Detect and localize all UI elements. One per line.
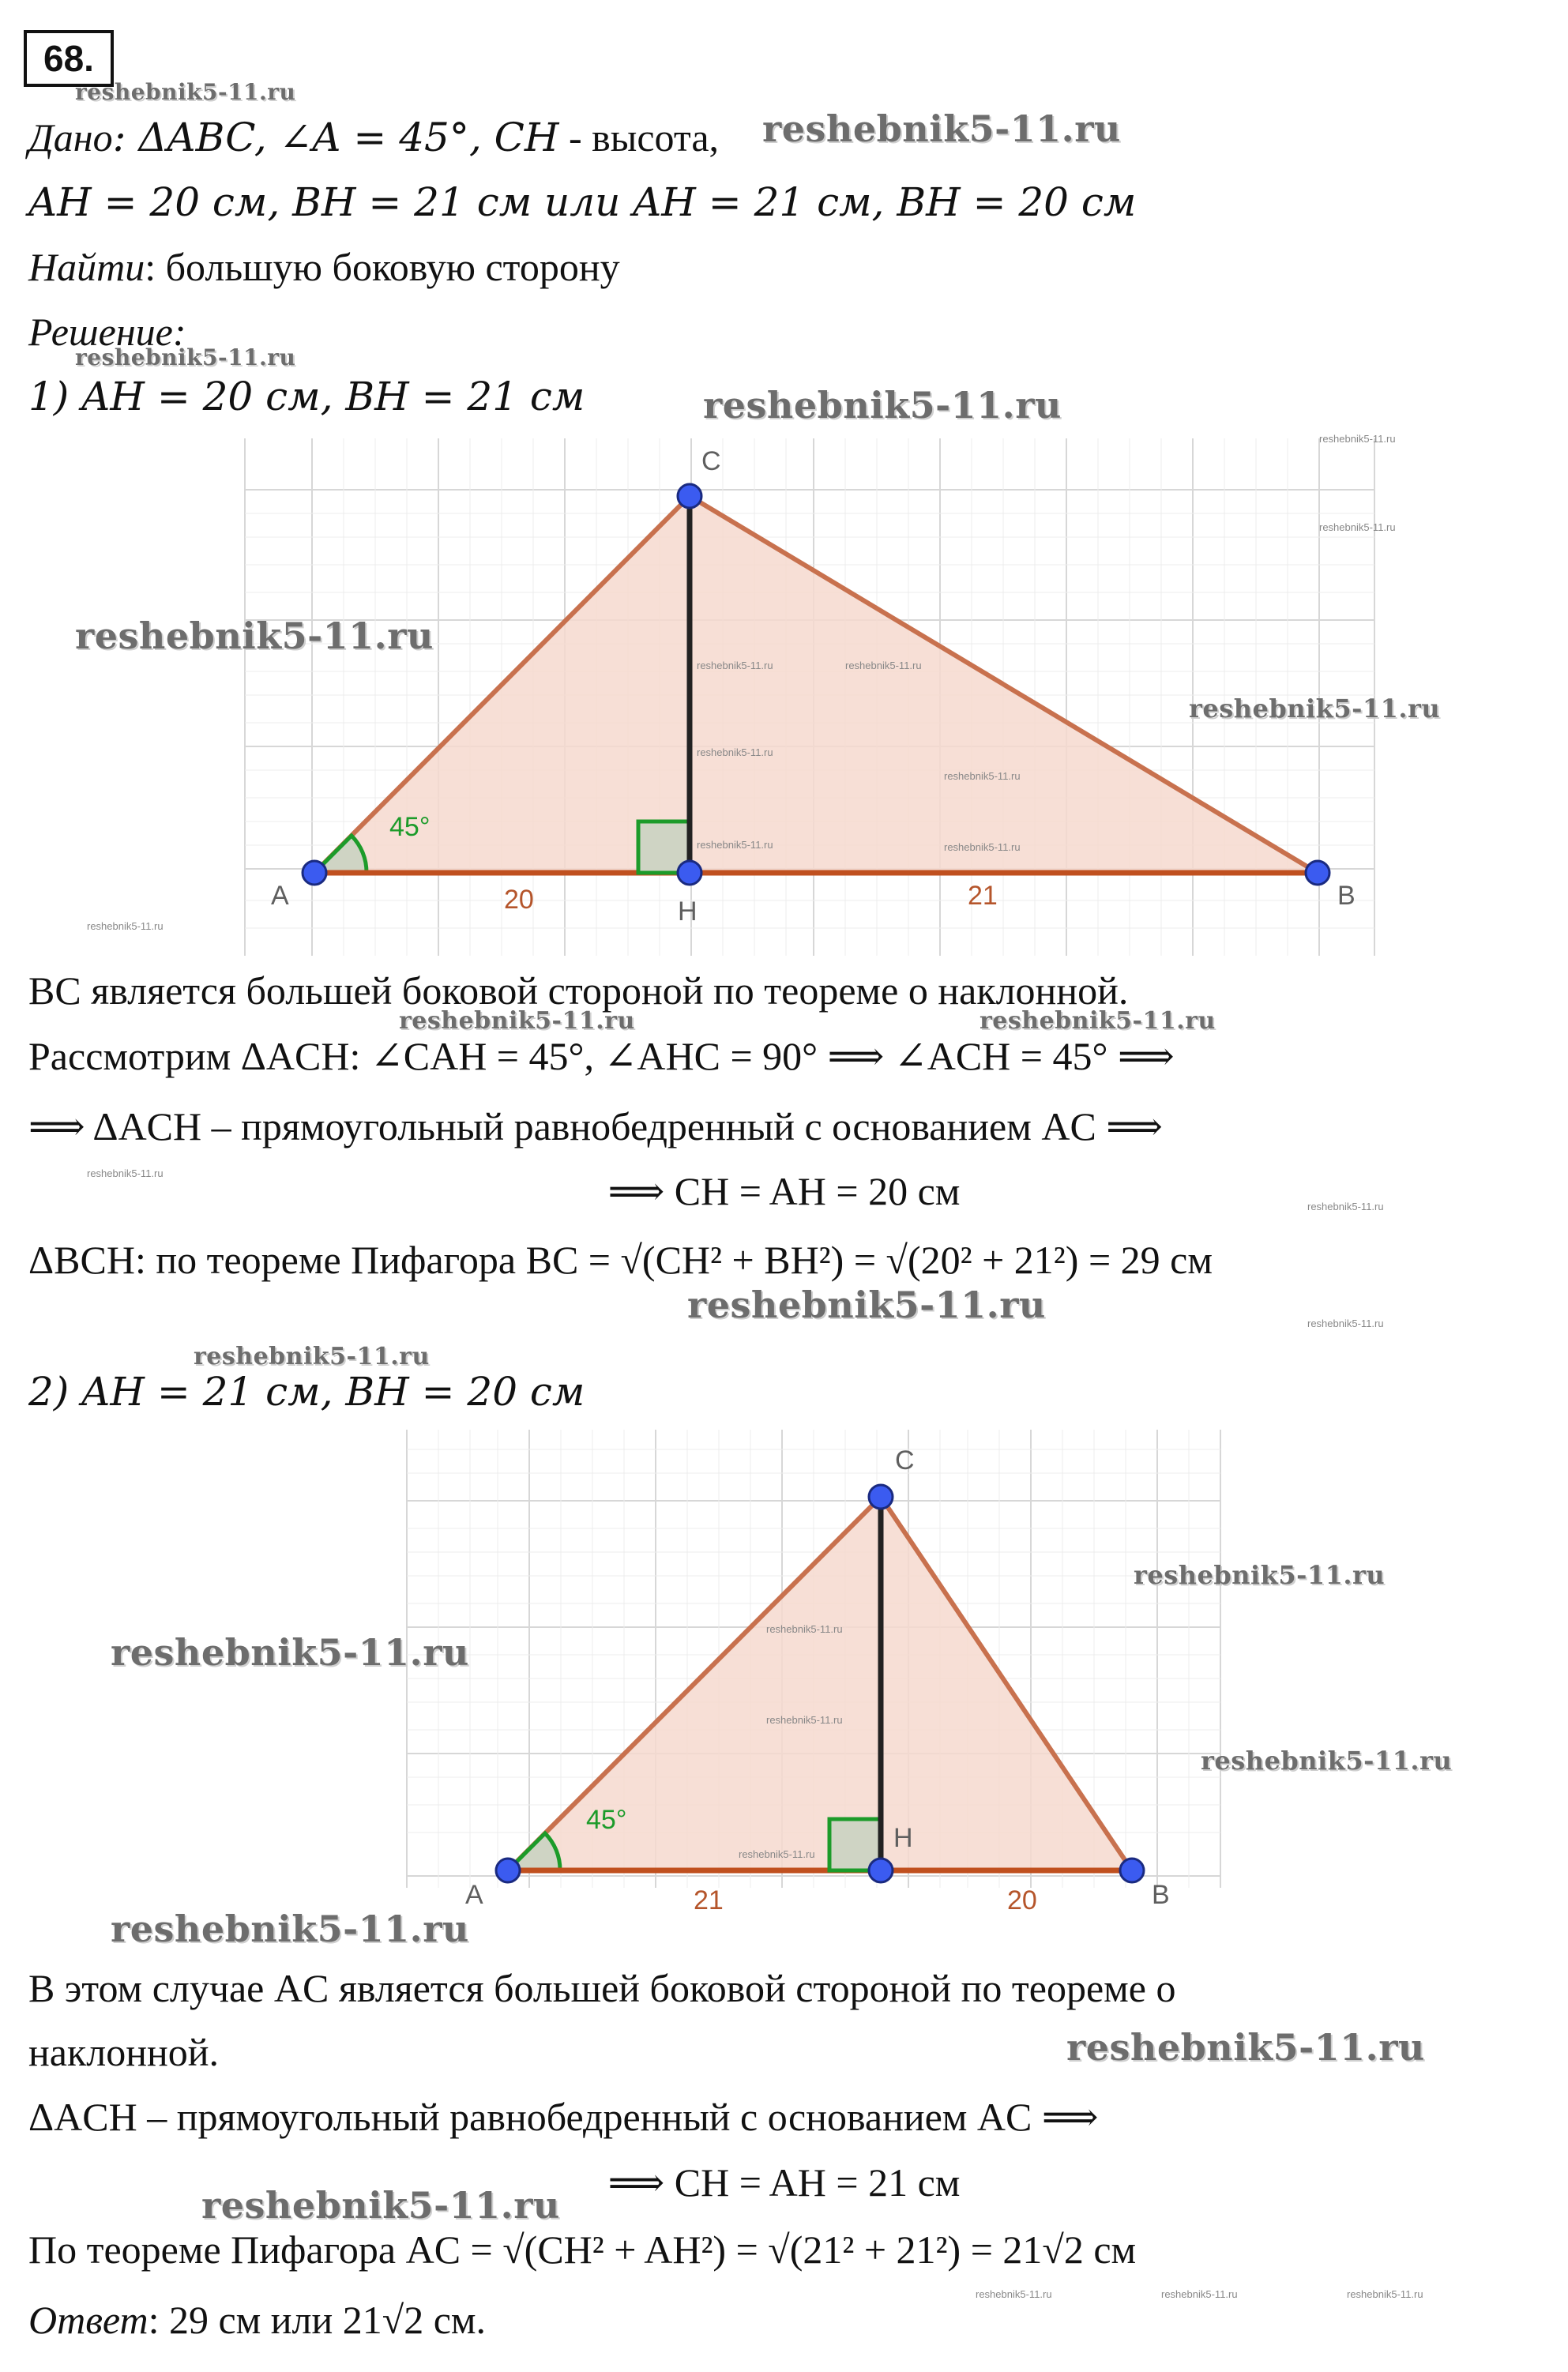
watermark: reshebnik5-11.ru (1201, 1746, 1453, 1776)
watermark: reshebnik5-11.ru (1161, 2288, 1238, 2300)
watermark: reshebnik5-11.ru (697, 660, 773, 671)
problem-number: 68. (24, 30, 114, 87)
given-formula: : ΔABC, ∠A = 45°, CH (112, 115, 559, 160)
case2-heading: 2) AH = 21 см, BH = 20 см (28, 1369, 585, 1415)
angle-label-2: 45° (586, 1805, 627, 1835)
watermark: reshebnik5-11.ru (980, 1007, 1216, 1035)
watermark: reshebnik5-11.ru (75, 344, 296, 370)
watermark: reshebnik5-11.ru (111, 1908, 469, 1950)
watermark: reshebnik5-11.ru (87, 920, 164, 932)
case2-text4: ⟹ CH = AH = 21 см (607, 2160, 961, 2205)
watermark: reshebnik5-11.ru (697, 746, 773, 758)
given-tail: - высота, (558, 115, 720, 160)
watermark: reshebnik5-11.ru (111, 1631, 469, 1674)
point-h-1 (678, 861, 701, 885)
watermark: reshebnik5-11.ru (762, 107, 1121, 150)
case1-text4: ⟹ CH = AH = 20 см (607, 1169, 961, 1213)
answer-line (28, 2295, 486, 2345)
point-c-1 (678, 484, 701, 508)
answer-label: Ответ (28, 2298, 149, 2342)
case2-text5: По теореме Пифагора AC = √(CH² + AH²) = √(21² + 21²) = 21√2 см (28, 2227, 1137, 2272)
case1-heading: 1) AH = 20 см, BH = 21 см (28, 374, 585, 419)
watermark: reshebnik5-11.ru (399, 1007, 635, 1035)
label-b-1: B (1337, 881, 1356, 911)
point-h-2 (869, 1859, 893, 1882)
point-c-2 (869, 1485, 893, 1509)
watermark: reshebnik5-11.ru (944, 841, 1021, 853)
case2-text2: наклонной. (28, 2030, 219, 2074)
watermark: reshebnik5-11.ru (703, 384, 1062, 427)
case1-text2: Рассмотрим ΔACH: ∠CAH = 45°, ∠AHC = 90° ⟹ ∠ACH = 45° ⟹ (28, 1034, 1175, 1078)
watermark: reshebnik5-11.ru (976, 2288, 1052, 2300)
find-text: : большую боковую сторону (145, 245, 620, 289)
watermark: reshebnik5-11.ru (766, 1714, 843, 1726)
watermark: reshebnik5-11.ru (75, 79, 296, 105)
label-a-1: A (271, 881, 289, 911)
angle-label-1: 45° (389, 812, 431, 842)
triangle-abc-1 (314, 496, 1318, 873)
watermark: reshebnik5-11.ru (1307, 1318, 1384, 1329)
watermark: reshebnik5-11.ru (845, 660, 922, 671)
watermark: reshebnik5-11.ru (739, 1848, 815, 1860)
segment-hb-label-1: 21 (968, 881, 998, 911)
answer-text: : 29 см или 21√2 см. (148, 2298, 487, 2342)
segment-hb-label-2: 20 (1007, 1885, 1037, 1915)
solution-label: Решение: (28, 310, 186, 354)
watermark: reshebnik5-11.ru (697, 839, 773, 851)
segment-ah-label-1: 20 (504, 885, 534, 915)
case2-text1: В этом случае AC является большей боковой стороной по теореме о (28, 1966, 1176, 2010)
label-c-1: C (701, 446, 721, 476)
label-b-2: B (1152, 1880, 1170, 1910)
label-h-1: H (678, 897, 698, 927)
watermark: reshebnik5-11.ru (1347, 2288, 1423, 2300)
point-b-1 (1306, 861, 1329, 885)
watermark: reshebnik5-11.ru (1134, 1560, 1386, 1590)
watermark: reshebnik5-11.ru (1066, 2026, 1425, 2069)
watermark: reshebnik5-11.ru (194, 1343, 430, 1370)
watermark: reshebnik5-11.ru (1319, 433, 1396, 445)
given-values: AH = 20 см, BH = 21 см или AH = 21 см, BH = 20 см (28, 179, 1137, 225)
point-a-2 (496, 1859, 520, 1882)
find-label: Найти (28, 245, 145, 289)
watermark: reshebnik5-11.ru (201, 2184, 560, 2227)
watermark: reshebnik5-11.ru (1319, 521, 1396, 533)
given-label: Дано (28, 115, 113, 160)
point-b-2 (1120, 1859, 1144, 1882)
case1-text5: ΔBCH: по теореме Пифагора BC = √(CH² + BH²) = √(20² + 21²) = 29 см (28, 1238, 1213, 1282)
watermark: reshebnik5-11.ru (87, 1167, 164, 1179)
label-a-2: A (465, 1880, 483, 1910)
case1-text1: BC является большей боковой стороной по теореме о наклонной. (28, 968, 1129, 1013)
label-h-2: H (893, 1823, 913, 1853)
watermark: reshebnik5-11.ru (75, 615, 434, 657)
label-c-2: C (895, 1445, 915, 1475)
watermark: reshebnik5-11.ru (687, 1284, 1046, 1326)
watermark: reshebnik5-11.ru (944, 770, 1021, 782)
watermark: reshebnik5-11.ru (766, 1623, 843, 1635)
segment-ah-label-2: 21 (694, 1885, 724, 1915)
case2-text3: ΔACH – прямоугольный равнобедренный с основанием AC ⟹ (28, 2095, 1099, 2139)
point-a-1 (303, 861, 326, 885)
watermark: reshebnik5-11.ru (1307, 1201, 1384, 1212)
case1-text3: ⟹ ΔACH – прямоугольный равнобедренный с основанием AC ⟹ (28, 1104, 1163, 1148)
watermark: reshebnik5-11.ru (1189, 694, 1441, 724)
